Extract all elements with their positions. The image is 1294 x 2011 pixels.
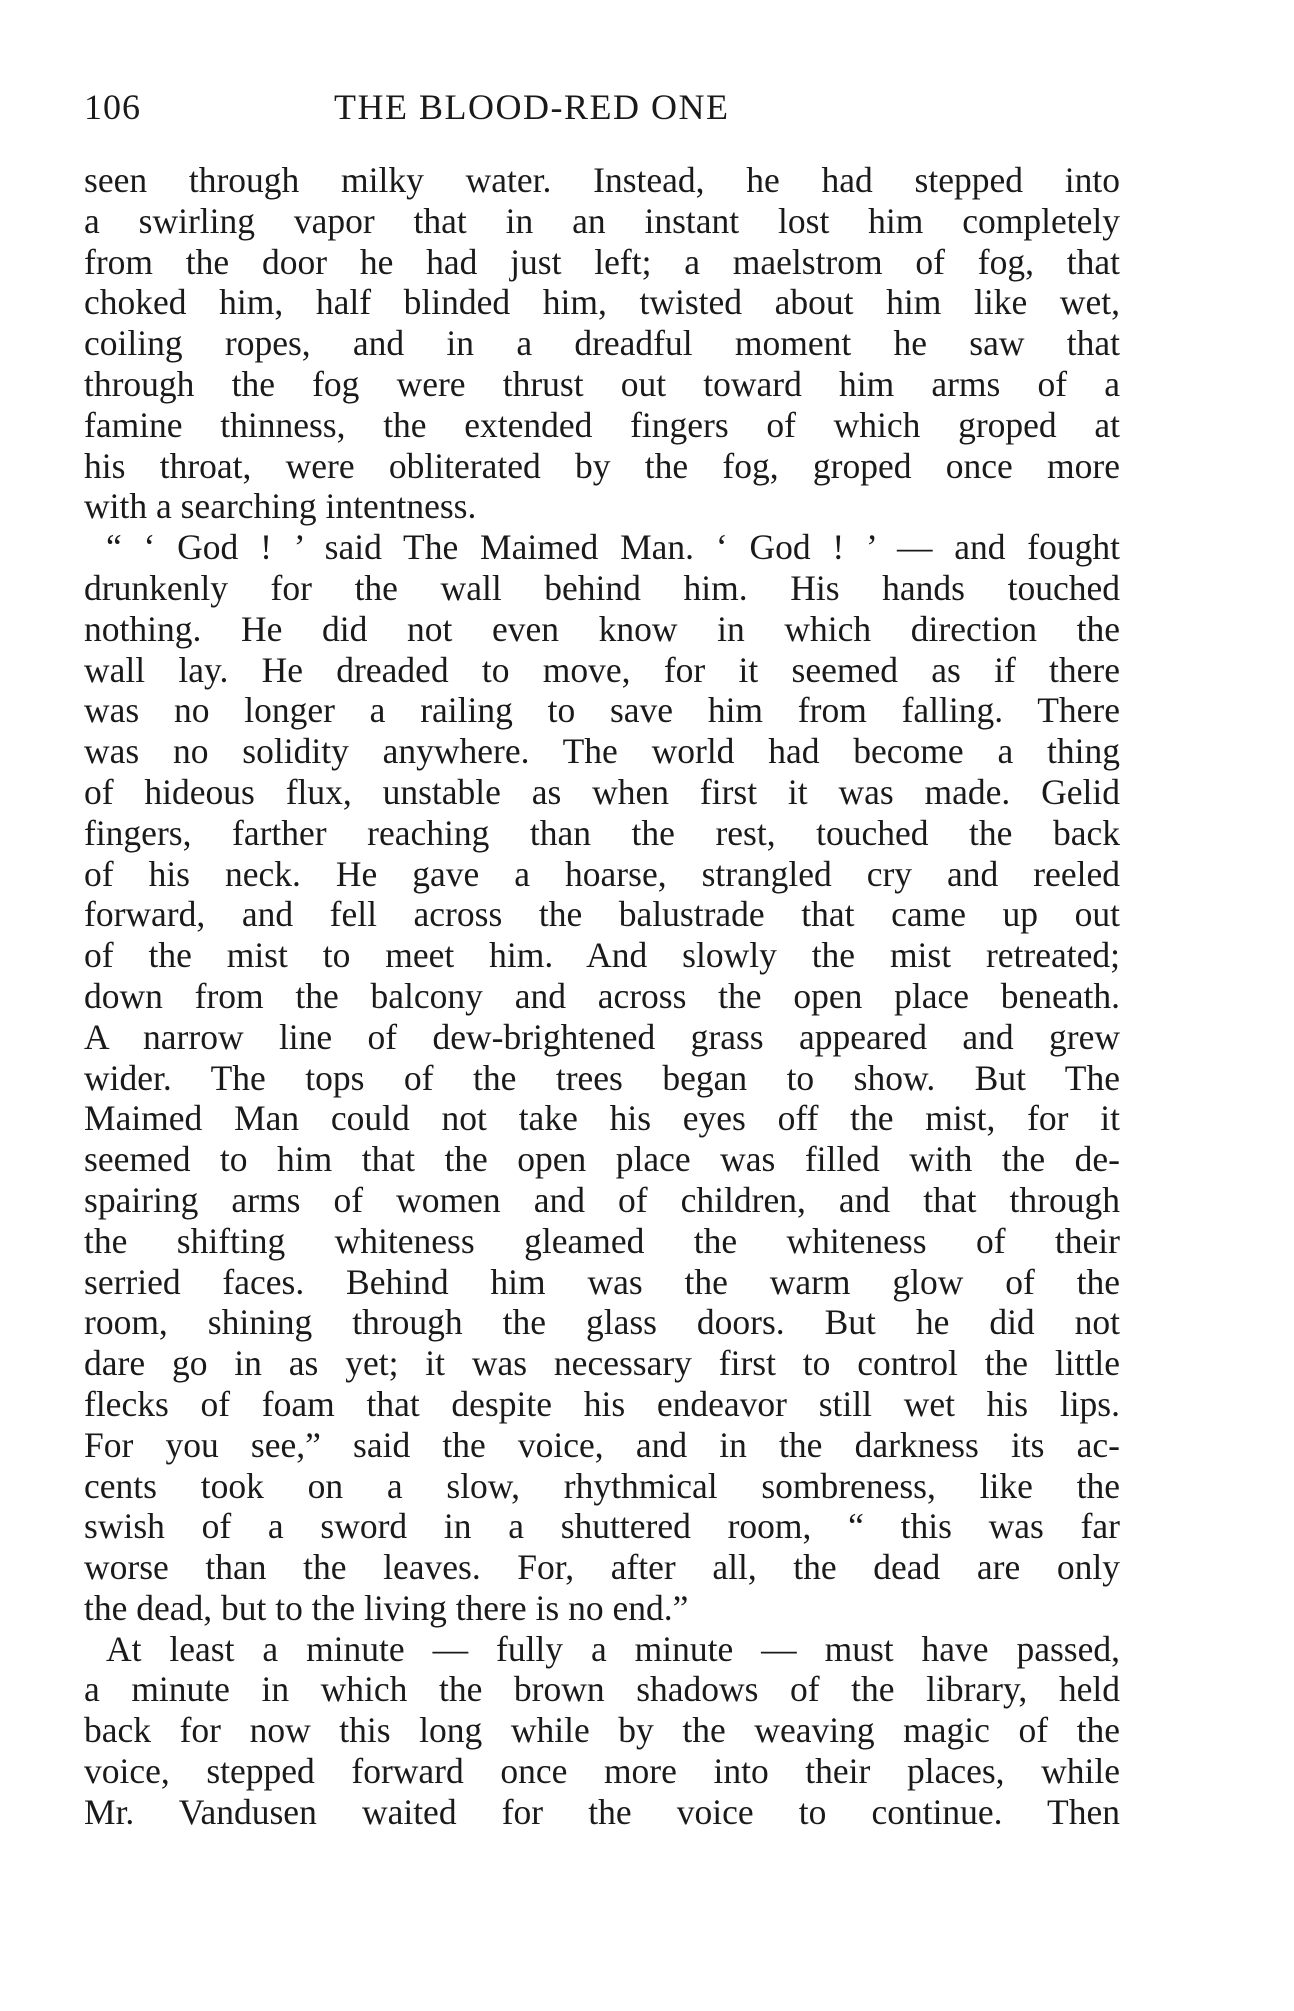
text-line: At least a minute — fully a minute — must have passed, [106,1628,1120,1669]
text-line: swish of a sword in a shuttered room, “ this was far [84,1506,1120,1547]
text-line: seemed to him that the open place was filled with the de- [84,1139,1120,1180]
text-line: famine thinness, the extended fingers of which groped at [84,404,1120,445]
text-line: Mr. Vandusen waited for the voice to continue. Then [84,1791,1120,1832]
body-text [84,160,1120,1833]
book-title: THE BLOOD-RED ONE [334,87,730,127]
text-line: room, shining through the glass doors. But he did not [84,1302,1120,1343]
text-line: the shifting whiteness gleamed the whiteness of their [84,1220,1120,1261]
text-line: wall lay. He dreaded to move, for it seemed as if there [84,649,1120,690]
text-line: through the fog were thrust out toward him arms of a [84,363,1120,404]
text-line: “ ‘ God ! ’ said The Maimed Man. ‘ God ! ’ — and fought [106,527,1120,568]
text-line: seen through milky water. Instead, he had stepped into [84,160,1120,200]
text-line: of his neck. He gave a hoarse, strangled cry and reeled [84,853,1120,894]
text-line: dare go in as yet; it was necessary first to control the little [84,1343,1120,1384]
paragraph [84,527,1120,1629]
text-line: his throat, were obliterated by the fog, groped once more [84,445,1120,486]
text-line: back for now this long while by the weaving magic of the [84,1710,1120,1751]
text-line: forward, and fell across the balustrade that came up out [84,894,1120,935]
paragraph [84,160,1120,527]
paragraph [84,1629,1120,1833]
text-line: of the mist to meet him. And slowly the mist retreated; [84,935,1120,976]
text-line: nothing. He did not even know in which direction the [84,608,1120,649]
text-line: a minute in which the brown shadows of the library, held [84,1669,1120,1710]
text-line: of hideous flux, unstable as when first it was made. Gelid [84,771,1120,812]
running-head [84,86,1120,134]
text-line: was no longer a railing to save him from falling. There [84,690,1120,731]
text-line: flecks of foam that despite his endeavor still wet his lips. [84,1383,1120,1424]
page-number: 106 [84,87,141,127]
text-line: drunkenly for the wall behind him. His hands touched [84,567,1120,608]
text-line: with a searching intentness. [84,486,477,527]
text-line: the dead, but to the living there is no end.” [84,1587,689,1628]
text-line: from the door he had just left; a maelstrom of fog, that [84,241,1120,282]
text-line: cents took on a slow, rhythmical sombreness, like the [84,1465,1120,1506]
text-line: serried faces. Behind him was the warm glow of the [84,1261,1120,1302]
text-line: spairing arms of women and of children, and that through [84,1179,1120,1220]
text-line: Maimed Man could not take his eyes off the mist, for it [84,1098,1120,1139]
text-line: worse than the leaves. For, after all, the dead are only [84,1547,1120,1588]
text-line: was no solidity anywhere. The world had become a thing [84,731,1120,772]
text-line: choked him, half blinded him, twisted about him like wet, [84,282,1120,323]
text-line: wider. The tops of the trees began to show. But The [84,1057,1120,1098]
text-line: down from the balcony and across the open place beneath. [84,975,1120,1016]
text-line: For you see,” said the voice, and in the darkness its ac- [84,1424,1120,1465]
text-line: fingers, farther reaching than the rest, touched the back [84,812,1120,853]
text-line: A narrow line of dew-brightened grass appeared and grew [84,1016,1120,1057]
text-line: voice, stepped forward once more into their places, while [84,1751,1120,1792]
text-line: a swirling vapor that in an instant lost him completely [84,200,1120,241]
text-line: coiling ropes, and in a dreadful moment he saw that [84,323,1120,364]
book-page [84,86,1120,1833]
